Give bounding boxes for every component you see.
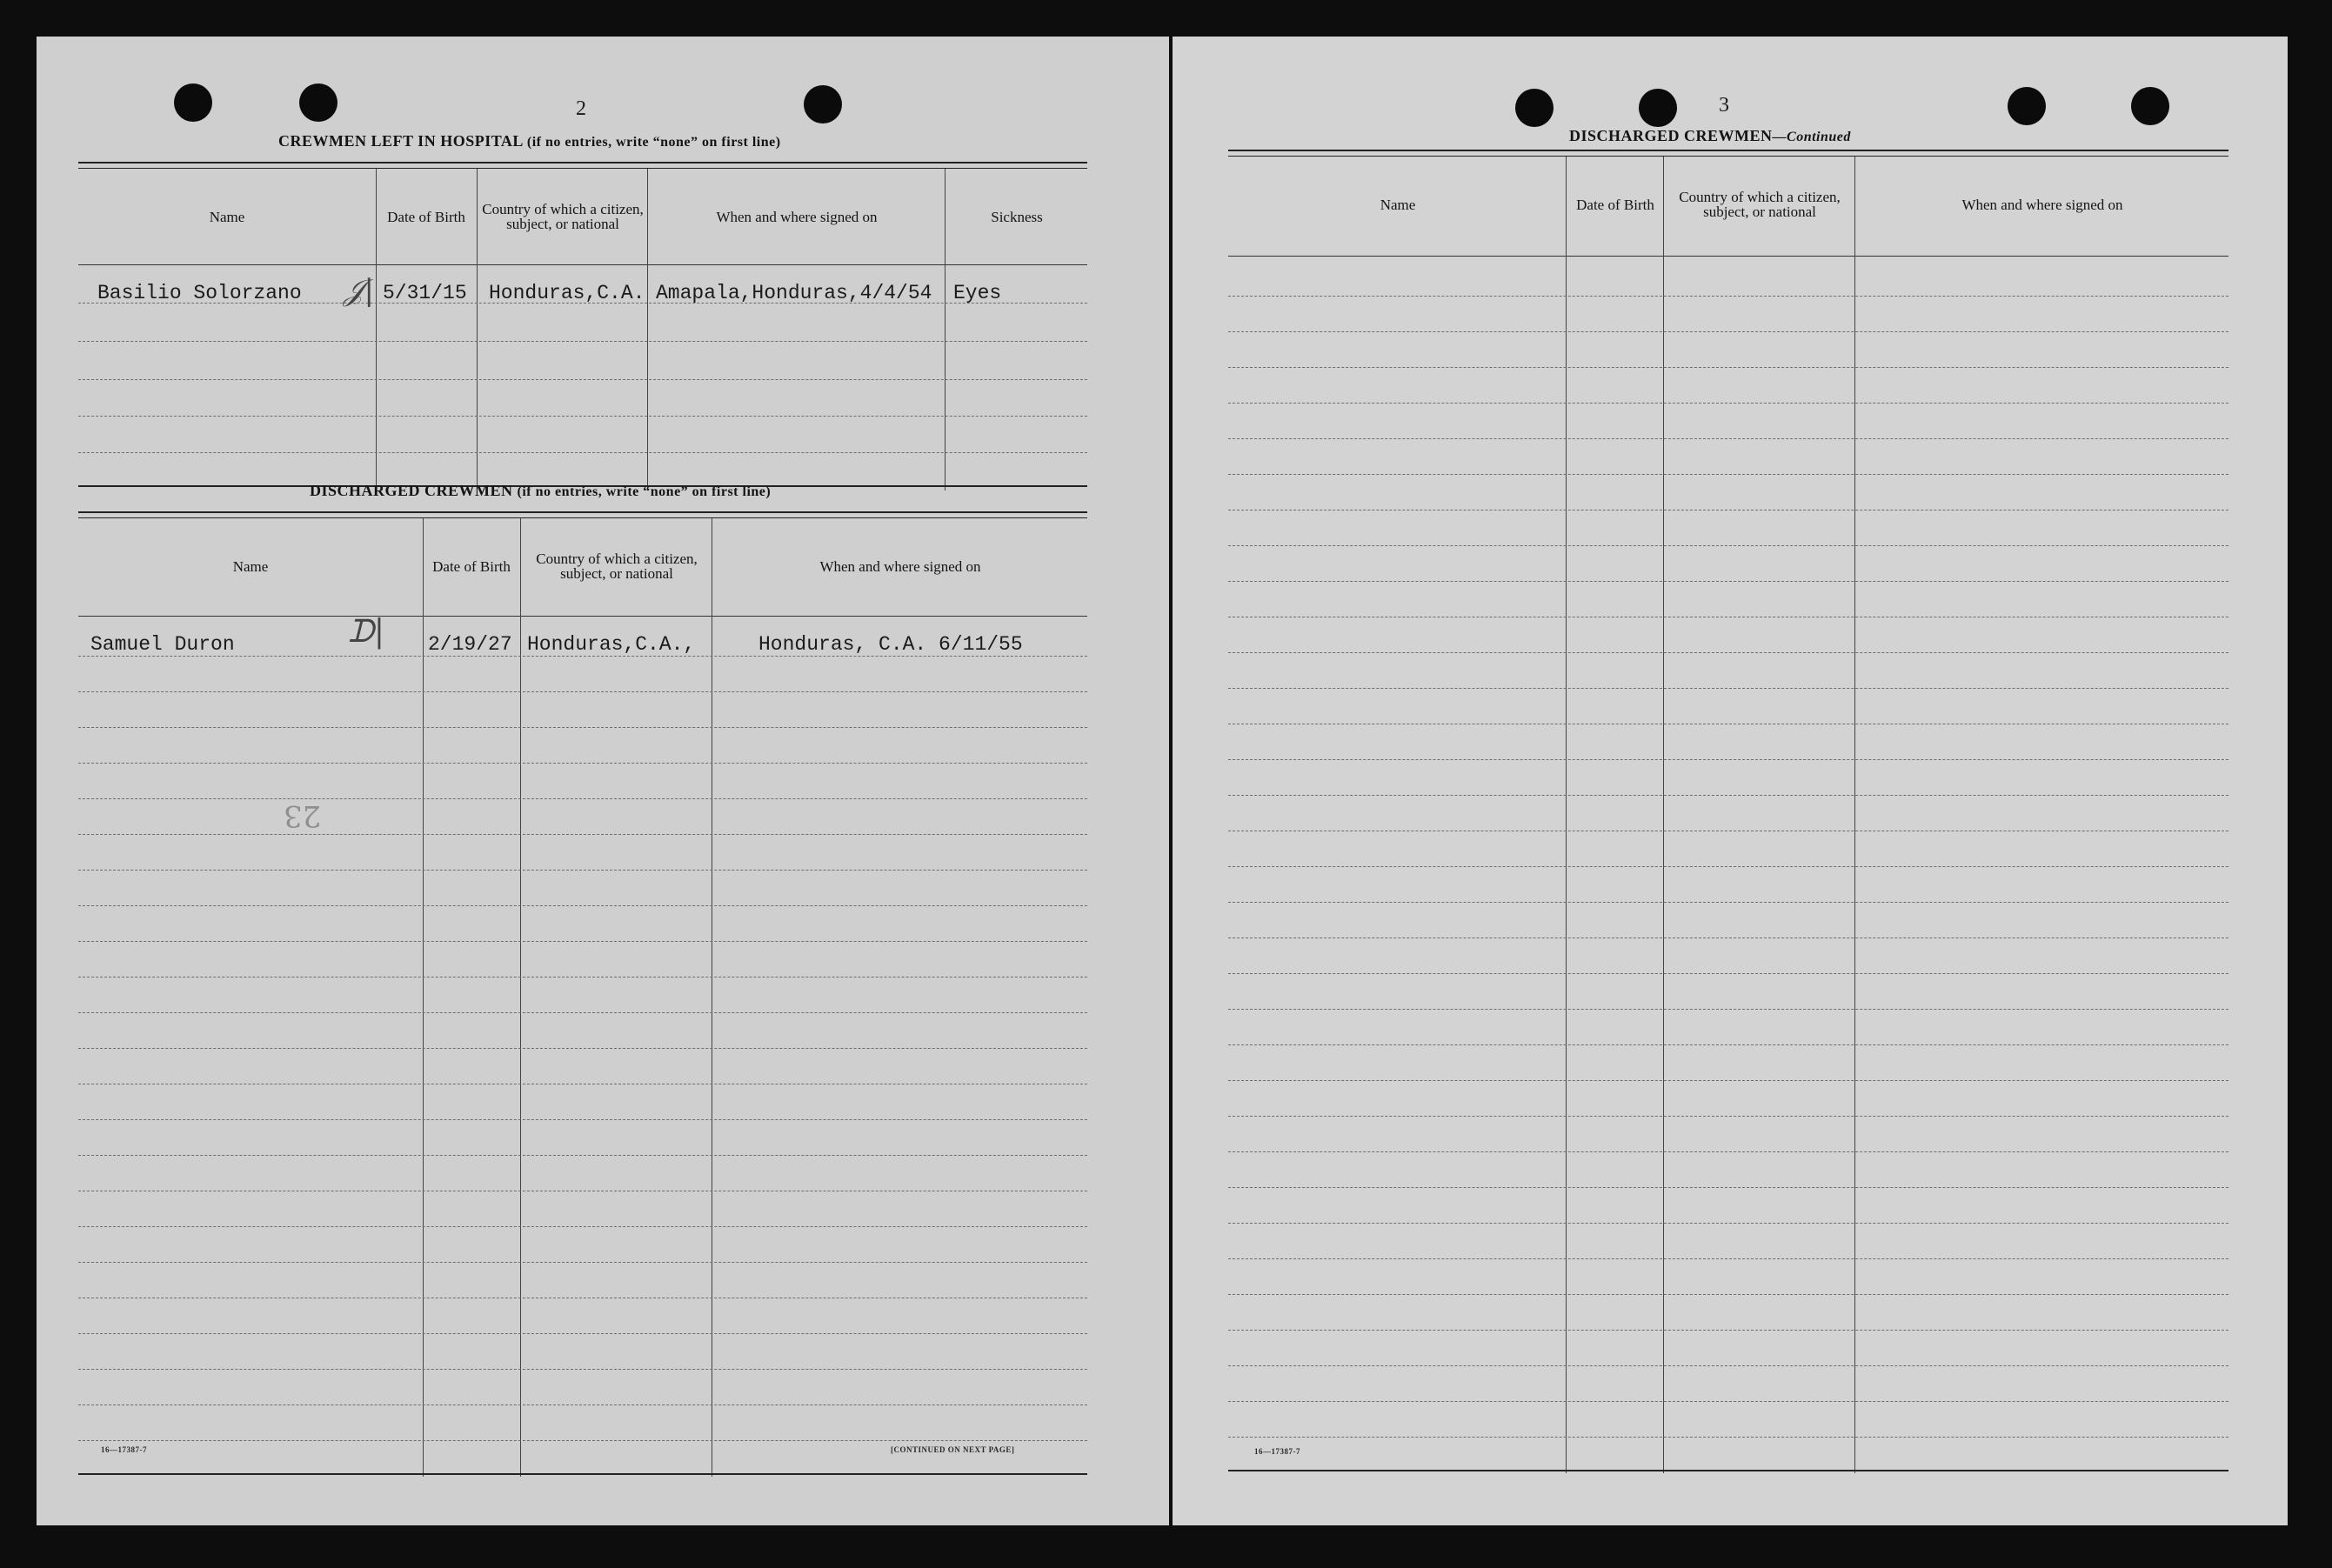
row-line (1228, 937, 2228, 938)
column-divider (1854, 157, 1855, 1473)
punch-hole (1515, 89, 1554, 127)
discharged-row-dob: 2/19/27 (428, 633, 512, 656)
continued-suffix: —Continued (1772, 130, 1851, 144)
col-header-dob: Date of Birth (432, 557, 511, 575)
row-line (1228, 1401, 2228, 1402)
continued-note: [CONTINUED ON NEXT PAGE] (891, 1445, 1015, 1454)
row-line (78, 941, 1087, 942)
row-line (78, 763, 1087, 764)
col-header-country: Country of which a citizen, subject, or national (482, 201, 644, 232)
row-line (78, 1155, 1087, 1156)
hospital-row-country: Honduras,C.A. (489, 282, 645, 304)
table-top-rule (78, 511, 1087, 518)
row-line (78, 1012, 1087, 1013)
punch-hole (2131, 87, 2169, 125)
row-line (78, 1369, 1087, 1370)
table-top-rule (1228, 150, 2228, 157)
row-line (78, 656, 1087, 657)
column-divider (1566, 157, 1567, 1473)
col-header-dob: Date of Birth (1576, 196, 1654, 213)
col-header-dob: Date of Birth (387, 208, 465, 225)
header-rule (1228, 256, 2228, 257)
row-line (1228, 1258, 2228, 1259)
column-divider (477, 169, 478, 490)
row-line (1228, 296, 2228, 297)
row-line (78, 905, 1087, 906)
col-header-name: Name (232, 557, 269, 575)
hospital-title: CREWMEN LEFT IN HOSPITAL (278, 132, 523, 150)
row-line (78, 870, 1087, 871)
row-line (1228, 1187, 2228, 1188)
col-header-sickness: Sickness (991, 208, 1043, 225)
row-line (1228, 438, 2228, 439)
margin-mark: 23 (284, 798, 322, 833)
row-line (1228, 581, 2228, 582)
column-divider (1663, 157, 1664, 1473)
handwritten-initial-mark: ᗪ| (348, 614, 385, 650)
hospital-row-name: Basilio Solorzano (97, 282, 302, 304)
row-line (78, 452, 1087, 453)
col-header-signed: When and where signed on (716, 208, 878, 225)
hospital-note: (if no entries, write “none” on first line) (526, 135, 781, 150)
row-line (78, 416, 1087, 417)
col-header-name: Name (209, 208, 245, 225)
form-number: 16—17387-7 (101, 1445, 147, 1454)
table-bottom-rule (78, 1473, 1087, 1475)
row-line (1228, 759, 2228, 760)
col-header-signed: When and where signed on (1961, 196, 2123, 213)
row-line (1228, 1009, 2228, 1010)
row-line (1228, 474, 2228, 475)
row-line (1228, 866, 2228, 867)
header-rule (78, 616, 1087, 617)
column-divider (647, 169, 648, 490)
row-line (1228, 1330, 2228, 1331)
row-line (1228, 1116, 2228, 1117)
row-line (78, 798, 1087, 799)
form-number: 16—17387-7 (1254, 1447, 1300, 1456)
discharged-title: DISCHARGED CREWMEN (1569, 127, 1773, 144)
row-line (78, 1440, 1087, 1441)
hospital-table (78, 162, 1087, 490)
col-header-country: Country of which a citizen, subject, or national (1679, 189, 1841, 220)
handwritten-initial-mark: 𝒥| (344, 273, 374, 308)
left-page (37, 37, 1169, 1525)
col-header-signed: When and where signed on (819, 557, 981, 575)
row-line (1228, 1080, 2228, 1081)
discharged-note: (if no entries, write “none” on first line) (517, 484, 772, 499)
row-line (78, 1048, 1087, 1049)
header-rule (78, 264, 1087, 265)
table-bottom-rule (1228, 1470, 2228, 1471)
row-line (78, 1333, 1087, 1334)
punch-hole (2008, 87, 2046, 125)
discharged-row-signed: Honduras, C.A. 6/11/55 (758, 633, 1023, 656)
col-header-country: Country of which a citizen, subject, or national (536, 550, 698, 582)
row-line (1228, 1044, 2228, 1045)
row-line (1228, 331, 2228, 332)
punch-hole (174, 83, 212, 122)
punch-hole (804, 85, 842, 123)
discharged-continued-title (1569, 127, 1851, 145)
discharged-continued-table (1228, 150, 2228, 1478)
row-line (1228, 902, 2228, 903)
row-line (78, 1119, 1087, 1120)
punch-hole (299, 83, 337, 122)
hospital-row-dob: 5/31/15 (383, 282, 467, 304)
row-line (1228, 403, 2228, 404)
row-line (1228, 1365, 2228, 1366)
row-line (78, 379, 1087, 380)
hospital-section-title (278, 132, 781, 150)
right-page (1173, 37, 2288, 1525)
row-line (78, 1226, 1087, 1227)
row-line (1228, 1294, 2228, 1295)
row-line (1228, 1223, 2228, 1224)
row-line (1228, 688, 2228, 689)
table-top-rule (78, 162, 1087, 169)
row-line (1228, 973, 2228, 974)
hospital-row-sickness: Eyes (953, 282, 1002, 304)
row-line (78, 691, 1087, 692)
row-line (1228, 367, 2228, 368)
discharged-section-title (310, 482, 771, 500)
col-header-name: Name (1380, 196, 1416, 213)
page-number: 3 (1719, 94, 1729, 117)
row-line (78, 727, 1087, 728)
page-number: 2 (576, 97, 586, 120)
row-line (78, 834, 1087, 835)
row-line (78, 1262, 1087, 1263)
row-line (1228, 652, 2228, 653)
row-line (1228, 1151, 2228, 1152)
row-line (1228, 795, 2228, 796)
discharged-title: DISCHARGED CREWMEN (310, 482, 513, 499)
discharged-row-country: Honduras,C.A., (527, 633, 696, 656)
punch-hole (1639, 89, 1677, 127)
row-line (1228, 1437, 2228, 1438)
discharged-table (78, 511, 1087, 1482)
row-line (78, 341, 1087, 342)
hospital-row-signed: Amapala,Honduras,4/4/54 (656, 282, 932, 304)
column-divider (376, 169, 377, 490)
discharged-row-name: Samuel Duron (90, 633, 235, 656)
row-line (1228, 545, 2228, 546)
